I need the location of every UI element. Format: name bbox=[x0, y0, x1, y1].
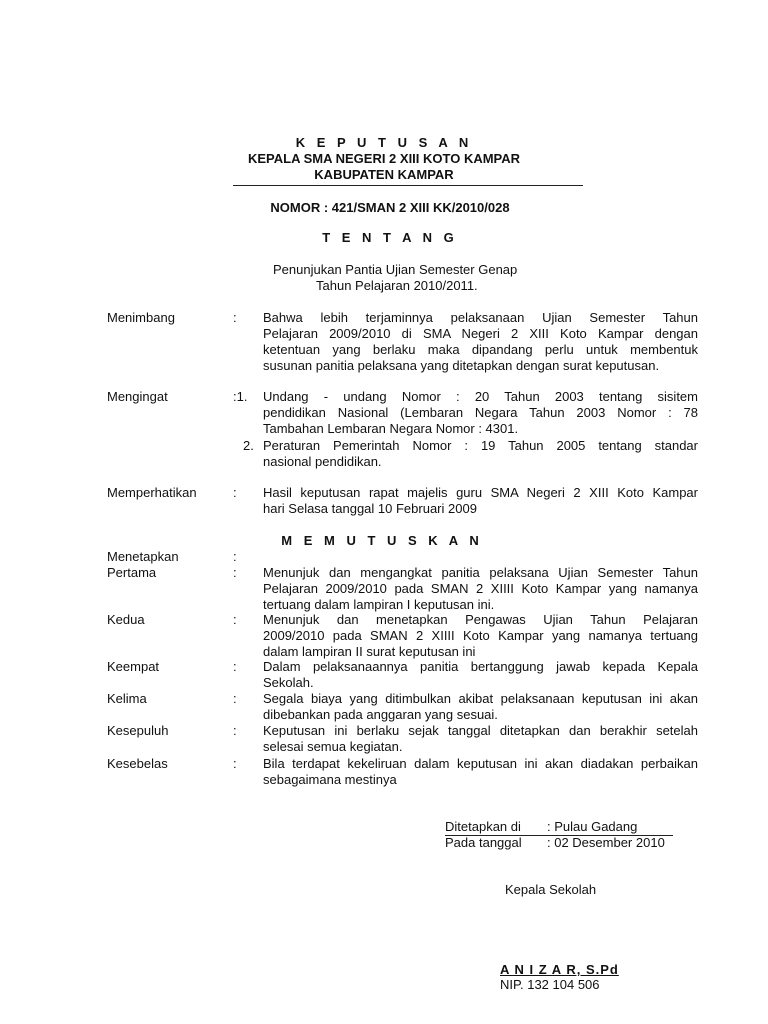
row-label: Keempat bbox=[107, 659, 160, 674]
text-line: pendidikan Nasional (Lembaran Negara Tahun 2003 Nomor : 78 bbox=[263, 405, 698, 420]
signer-position: Kepala Sekolah bbox=[505, 882, 597, 897]
text-line: Hasil keputusan rapat majelis guru SMA Negeri 2 XIII Koto Kampar bbox=[263, 485, 698, 500]
text-line: Bila terdapat kekeliruan dalam keputusan ini akan diadakan perbaikan bbox=[263, 756, 698, 771]
row-label: Menimbang bbox=[107, 310, 175, 325]
subject-line-2: Tahun Pelajaran 2010/2011. bbox=[316, 278, 478, 293]
row-colon: : bbox=[233, 659, 237, 674]
text-line: Peraturan Pemerintah Nomor : 19 Tahun 2005 tentang standar bbox=[263, 438, 698, 453]
row-text bbox=[263, 485, 698, 517]
regency-line: KABUPATEN KAMPAR bbox=[314, 167, 454, 182]
row-text bbox=[263, 389, 698, 437]
text-line: Menunjuk dan menetapkan Pengawas Ujian Tahun Pelajaran bbox=[263, 612, 698, 627]
text-line: tertuang dalam lampiran I keputusan ini. bbox=[263, 597, 495, 612]
text-line: Keputusan ini berlaku sejak tanggal ditetapkan dan berakhir setelah bbox=[263, 723, 698, 738]
menetapkan-label: Menetapkan bbox=[107, 549, 179, 564]
row-text bbox=[263, 565, 698, 613]
tentang-heading: T E N T A N G bbox=[322, 230, 458, 245]
row-text bbox=[263, 691, 698, 723]
text-line: Segala biaya yang ditimbulkan akibat pelaksanaan keputusan ini akan bbox=[263, 691, 698, 706]
row-text bbox=[263, 659, 698, 691]
text-line: ketentuan yang berlaku maka dipandang perlu untuk membentuk bbox=[263, 342, 698, 357]
memutuskan-heading: M E M U T U S K A N bbox=[281, 533, 483, 548]
document-title: K E P U T U S A N bbox=[295, 135, 473, 150]
text-line: sebagaimana mestinya bbox=[263, 772, 397, 787]
place-value: : Pulau Gadang bbox=[547, 819, 638, 834]
date-label: Pada tanggal bbox=[445, 835, 522, 850]
text-line: Undang - undang Nomor : 20 Tahun 2003 tentang sisitem bbox=[263, 389, 698, 404]
menetapkan-colon: : bbox=[233, 549, 237, 564]
row-text bbox=[263, 756, 698, 788]
row-colon: : bbox=[233, 756, 237, 771]
row-colon: 2. bbox=[243, 438, 254, 453]
text-line: Tambahan Lembaran Negara Nomor : 4301. bbox=[263, 421, 519, 436]
row-label: Kelima bbox=[107, 691, 147, 706]
row-colon: : bbox=[233, 310, 237, 325]
text-line: Pelajaran 2009/2010 di SMA Negeri 2 XIII Koto Kampar dengan bbox=[263, 326, 698, 341]
issuer-line: KEPALA SMA NEGERI 2 XIII KOTO KAMPAR bbox=[247, 151, 521, 166]
row-label: Kesepuluh bbox=[107, 723, 169, 738]
row-colon: : bbox=[233, 485, 237, 500]
row-label: Kesebelas bbox=[107, 756, 168, 771]
row-label: Mengingat bbox=[107, 389, 168, 404]
text-line: dibebankan pada anggaran yang sesuai. bbox=[263, 707, 498, 722]
signer-nip: NIP. 132 104 506 bbox=[500, 977, 600, 992]
date-value: : 02 Desember 2010 bbox=[547, 835, 665, 850]
row-colon: : bbox=[233, 723, 237, 738]
text-line: selesai semua kegiatan. bbox=[263, 739, 403, 754]
row-colon: : bbox=[233, 691, 237, 706]
text-line: Pelajaran 2009/2010 pada SMAN 2 XIIII Koto Kampar yang namanya bbox=[263, 581, 698, 596]
row-text bbox=[263, 723, 698, 755]
header-rule bbox=[233, 185, 583, 186]
decree-number: NOMOR : 421/SMAN 2 XIII KK/2010/028 bbox=[270, 200, 510, 215]
text-line: 2009/2010 pada SMAN 2 XIIII Koto Kampar yang namanya tertuang bbox=[263, 628, 698, 643]
text-line: susunan panitia pelaksana yang ditetapkan dengan surat keputusan. bbox=[263, 358, 660, 373]
row-text bbox=[263, 612, 698, 660]
text-line: Menunjuk dan mengangkat panitia pelaksana Ujian Semester Tahun bbox=[263, 565, 698, 580]
row-label: Kedua bbox=[107, 612, 145, 627]
row-text bbox=[263, 310, 698, 374]
text-line: Sekolah. bbox=[263, 675, 314, 690]
text-line: hari Selasa tanggal 10 Februari 2009 bbox=[263, 501, 477, 516]
place-label: Ditetapkan di bbox=[445, 819, 521, 834]
row-label: Memperhatikan bbox=[107, 485, 197, 500]
row-colon: :1. bbox=[233, 389, 248, 404]
row-label: Pertama bbox=[107, 565, 157, 580]
row-colon: : bbox=[233, 612, 237, 627]
text-line: Bahwa lebih terjaminnya pelaksanaan Ujian Semester Tahun bbox=[263, 310, 698, 325]
row-text bbox=[263, 438, 698, 470]
row-colon: : bbox=[233, 565, 237, 580]
subject-line-1: Penunjukan Pantia Ujian Semester Genap bbox=[273, 262, 518, 277]
text-line: Dalam pelaksanaannya panitia bertanggung jawab kepada Kepala bbox=[263, 659, 698, 674]
text-line: nasional pendidikan. bbox=[263, 454, 382, 469]
text-line: dalam lampiran II surat keputusan ini bbox=[263, 644, 476, 659]
signer-name: A N I Z A R, S.Pd bbox=[500, 962, 619, 977]
